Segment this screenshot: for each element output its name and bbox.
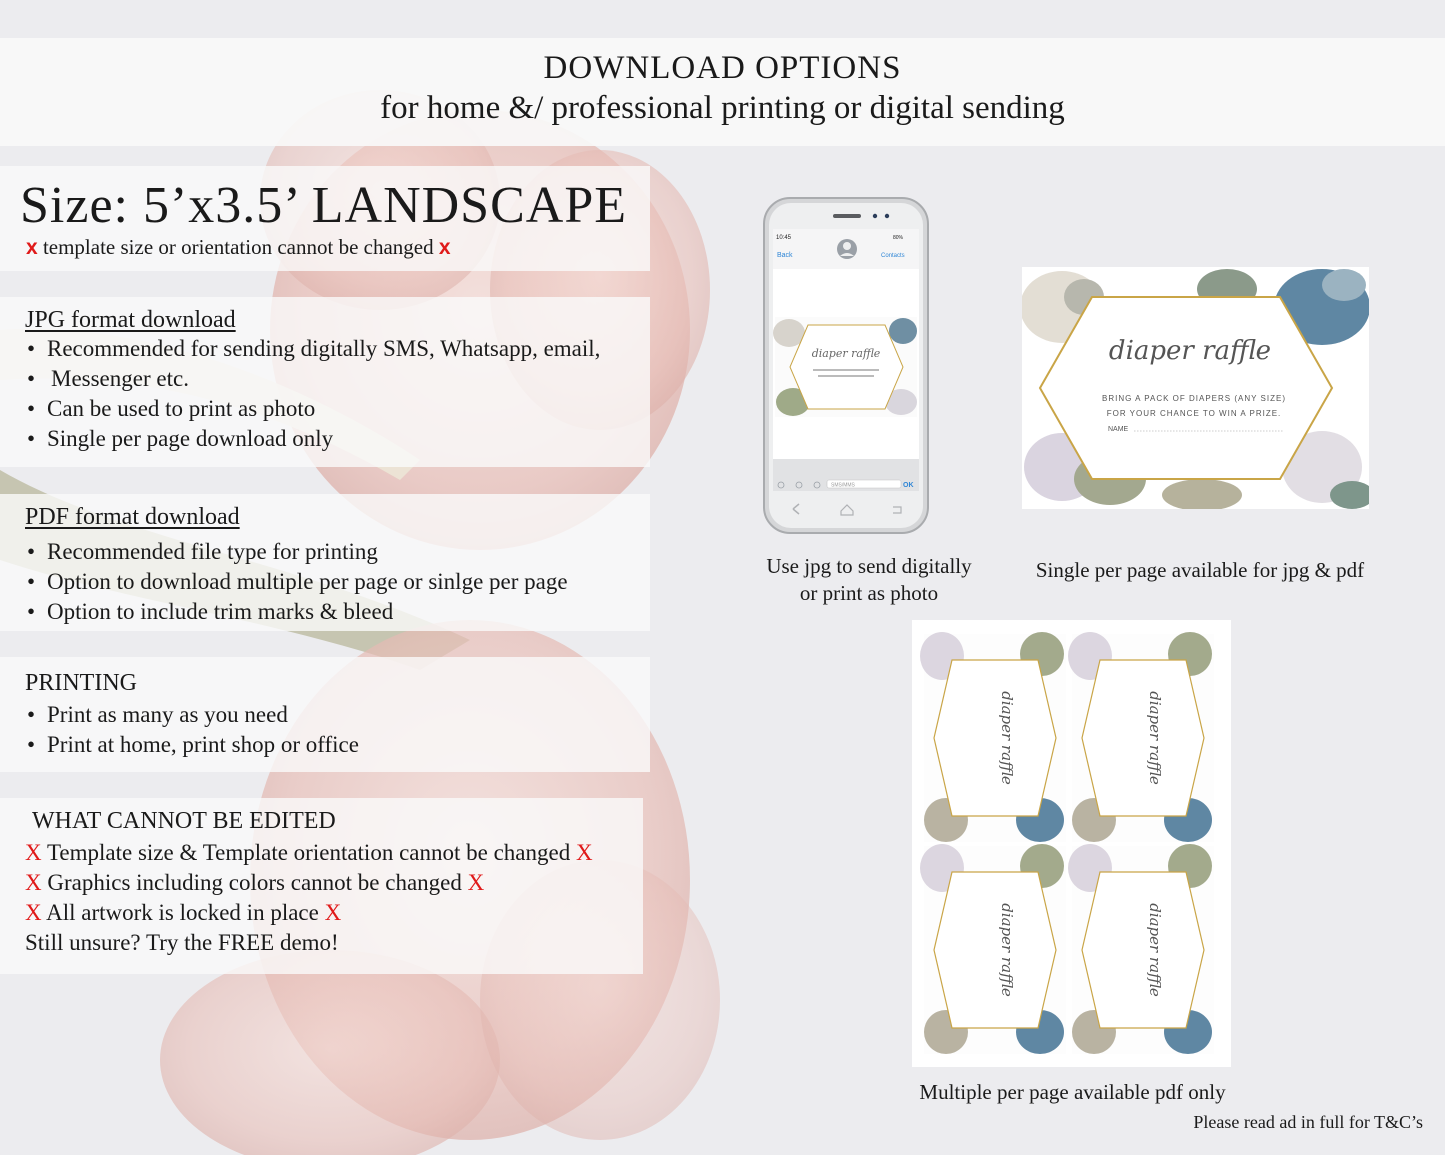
demo-line: Still unsure? Try the FREE demo! — [25, 930, 339, 955]
footnote: Please read ad in full for T&C’s — [1193, 1112, 1423, 1132]
jpg-bullets — [25, 334, 600, 454]
single-card-line1: BRING A PACK OF DIAPERS (ANY SIZE) — [1102, 394, 1286, 403]
x-mark-icon: x — [438, 236, 451, 259]
list-item: • Print as many as you need — [25, 700, 359, 730]
list-item: • Print at home, print shop or office — [25, 730, 359, 760]
single-card-line2: FOR YOUR CHANCE TO WIN A PRIZE. — [1106, 409, 1282, 418]
sheet-card-title: diaper raffle — [1146, 691, 1164, 785]
size-note-text: template size or orientation cannot be changed — [42, 235, 434, 259]
phone-card-title: diaper raffle — [811, 347, 881, 360]
single-card-preview — [1022, 267, 1369, 509]
x-mark-icon: X — [25, 870, 42, 895]
page-subtitle: for home &/ professional printing or digital sending — [380, 90, 1065, 126]
phone-contacts-link: Contacts — [881, 253, 905, 259]
pdf-panel — [0, 494, 650, 631]
list-item-continuation: • Messenger etc. — [25, 364, 600, 394]
cannot-edit-line — [25, 898, 593, 928]
x-mark-icon: X — [25, 900, 42, 925]
sheet-card — [920, 632, 1066, 842]
jpg-heading: JPG format download — [25, 307, 236, 333]
cannot-edit-panel — [0, 798, 643, 974]
cannot-edit-text: Template size & Template orientation cannot be changed — [46, 840, 571, 865]
multi-card-sheet — [912, 620, 1231, 1067]
header-band — [0, 38, 1445, 146]
single-card-title: diaper raffle — [1108, 336, 1272, 366]
printing-heading: PRINTING — [25, 670, 137, 696]
x-mark-icon: X — [25, 840, 42, 865]
phone-time: 10:45 — [776, 235, 792, 241]
jpg-panel — [0, 297, 650, 467]
phone-caption — [745, 553, 993, 607]
page-title: DOWNLOAD OPTIONS — [543, 50, 902, 86]
cannot-edit-text: All artwork is locked in place — [46, 900, 319, 925]
size-title: Size: 5’x3.5’ LANDSCAPE — [20, 177, 628, 234]
list-item: • Recommended for sending digitally SMS, Whatsapp, email, — [25, 334, 600, 364]
sheet-card — [920, 844, 1066, 1054]
single-caption: Single per page available for jpg & pdf — [1035, 558, 1365, 582]
phone-mockup — [763, 197, 929, 534]
x-mark-icon: x — [26, 236, 38, 259]
printing-bullets — [25, 700, 359, 760]
phone-caption-line: or print as photo — [799, 581, 939, 605]
cannot-edit-line — [25, 838, 593, 868]
phone-card-thumbnail — [773, 317, 917, 417]
list-item: • Single per page download only — [25, 424, 600, 454]
sheet-card-title: diaper raffle — [998, 903, 1016, 997]
printing-panel — [0, 657, 650, 772]
sheet-card — [1068, 632, 1214, 842]
sheet-card-title: diaper raffle — [1146, 903, 1164, 997]
cannot-edit-lines — [25, 838, 593, 958]
x-mark-icon: X — [575, 840, 593, 865]
sheet-card — [1068, 844, 1214, 1054]
cannot-edit-heading: WHAT CANNOT BE EDITED — [32, 808, 336, 834]
x-mark-icon: X — [467, 870, 485, 895]
single-card-name-label: NAME — [1108, 426, 1129, 433]
multi-caption: Multiple per page available pdf only — [919, 1080, 1226, 1104]
list-item: • Option to include trim marks & bleed — [25, 597, 568, 627]
phone-battery: 80% — [893, 235, 904, 241]
list-item: • Can be used to print as photo — [25, 394, 600, 424]
size-note — [26, 235, 451, 260]
cannot-edit-text: Graphics including colors cannot be changed — [47, 870, 462, 895]
size-panel — [0, 166, 650, 271]
ok-button: OK — [903, 482, 914, 489]
pdf-heading: PDF format download — [25, 504, 240, 530]
list-item: • Option to download multiple per page or sinlge per page — [25, 567, 568, 597]
pdf-bullets — [25, 537, 568, 627]
cannot-edit-line — [25, 868, 593, 898]
sheet-card-title: diaper raffle — [998, 691, 1016, 785]
phone-back-link: Back — [777, 252, 793, 259]
phone-caption-line: Use jpg to send digitally — [766, 554, 972, 578]
x-mark-icon: X — [324, 900, 342, 925]
message-input: SMS/MMS — [831, 482, 855, 489]
list-item: • Recommended file type for printing — [25, 537, 568, 567]
